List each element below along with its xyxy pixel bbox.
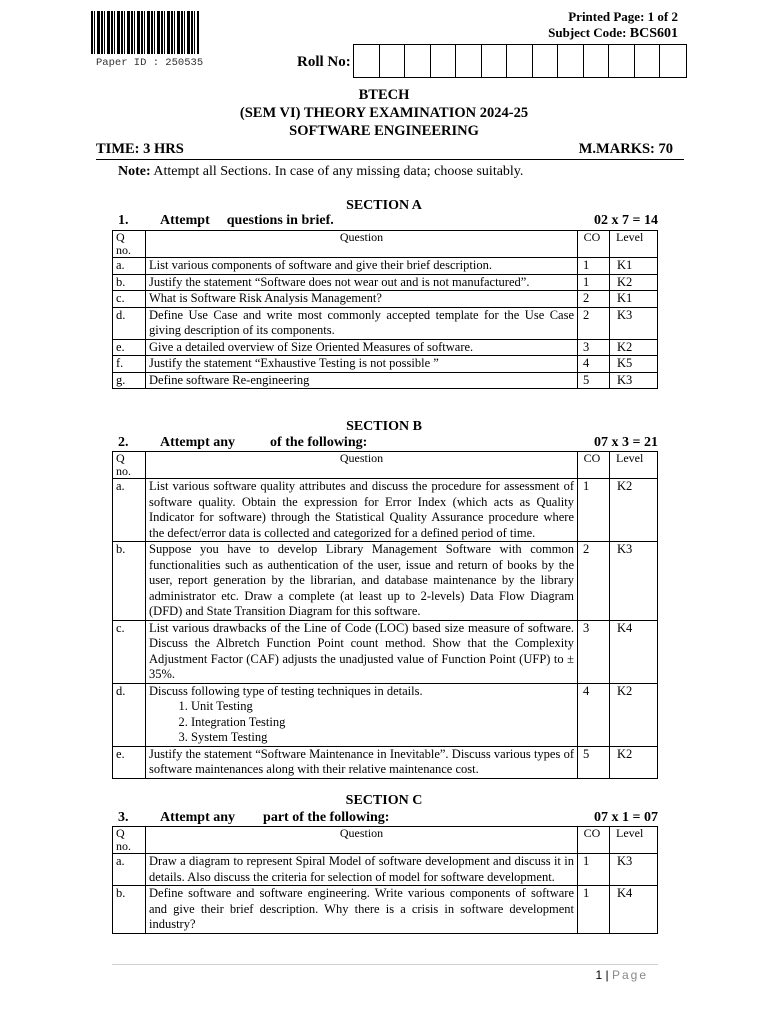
question-body: List various drawbacks of the Line of Code (LOC) based size measure of software. Discuss the Albretch Function Point count method. Show that the Complexity Adjustment Factor (CAF) adjusts the unadjusted value of Function Point (UFP) to ± 35%. — [149, 620, 574, 681]
course-outcome: 2 — [578, 542, 610, 621]
section-a-instruction — [118, 213, 334, 229]
question-text — [146, 683, 578, 746]
question-label: e. — [113, 339, 146, 356]
header-qno: Q no. — [113, 827, 146, 854]
subject-code — [548, 25, 678, 42]
table-row — [113, 886, 658, 934]
roll-no-box — [456, 45, 482, 77]
course-outcome: 1 — [578, 258, 610, 275]
bloom-level: K4 — [610, 620, 658, 683]
question-label: b. — [113, 542, 146, 621]
sub-item: 1. Unit Testing — [191, 699, 574, 715]
subject-name: SOFTWARE ENGINEERING — [289, 123, 479, 139]
question-body: Draw a diagram to represent Spiral Model of software development and discuss it in details. Also discuss the criteria for selection of model for software development. — [149, 854, 574, 884]
table-row — [113, 339, 658, 356]
question-label: a. — [113, 854, 146, 886]
section-c-instruction — [118, 810, 389, 826]
roll-no-box — [660, 45, 686, 77]
bloom-level: K2 — [610, 683, 658, 746]
section-c-table — [112, 826, 658, 934]
roll-no-box — [354, 45, 380, 77]
sub-item: 3. System Testing — [191, 730, 574, 746]
section-a-score: 02 x 7 = 14 — [594, 213, 658, 228]
question-number: 1. — [118, 213, 129, 228]
question-body: Define software Re-engineering — [149, 372, 310, 387]
roll-no-box — [482, 45, 508, 77]
roll-no-box — [609, 45, 635, 77]
question-text — [146, 854, 578, 886]
section-b-score: 07 x 3 = 21 — [594, 435, 658, 450]
bloom-level: K3 — [610, 542, 658, 621]
question-text — [146, 307, 578, 339]
table-row — [113, 258, 658, 275]
roll-no-box — [584, 45, 610, 77]
table-header-row — [113, 231, 658, 258]
header-question: Question — [146, 827, 578, 854]
roll-no-boxes — [353, 44, 687, 78]
bloom-level: K1 — [610, 291, 658, 308]
table-row — [113, 274, 658, 291]
subject-code-label: Subject Code: — [548, 25, 630, 40]
bloom-level: K2 — [610, 746, 658, 778]
course-outcome: 2 — [578, 291, 610, 308]
question-label: a. — [113, 258, 146, 275]
section-b-instruction — [118, 435, 367, 451]
question-body: Justify the statement “Exhaustive Testing is not possible ” — [149, 356, 439, 370]
question-label: g. — [113, 372, 146, 389]
section-a-table — [112, 230, 658, 389]
question-label: a. — [113, 479, 146, 542]
bloom-level: K3 — [610, 372, 658, 389]
printed-page: Printed Page: 1 of 2 — [568, 9, 678, 24]
roll-no-box — [405, 45, 431, 77]
section-c-score: 07 x 1 = 07 — [594, 810, 658, 825]
exam-title: (SEM VI) THEORY EXAMINATION 2024-25 — [239, 105, 529, 121]
bloom-level: K4 — [610, 886, 658, 934]
question-body: Discuss following type of testing techniques in details. — [149, 683, 423, 698]
table-header-row — [113, 452, 658, 479]
course-outcome: 1 — [578, 479, 610, 542]
table-header-row — [113, 827, 658, 854]
instruction-part-b: questions in brief. — [226, 213, 334, 228]
section-b-title: SECTION B — [346, 419, 422, 434]
instruction-part-a: Attempt any — [160, 810, 236, 825]
course-outcome: 3 — [578, 339, 610, 356]
page-word: Page — [611, 968, 648, 982]
question-body: Justify the statement “Software Maintenance in Inevitable”. Discuss various types of software maintenances along with their relative maintenance cost. — [149, 746, 574, 776]
question-label: c. — [113, 291, 146, 308]
exam-time: TIME: 3 HRS — [96, 141, 184, 157]
footer-divider — [112, 964, 658, 965]
barcode-image — [91, 11, 199, 54]
course-outcome: 4 — [578, 356, 610, 373]
instruction-part-a: Attempt — [160, 213, 210, 228]
sub-item-list — [149, 699, 574, 746]
question-label: e. — [113, 746, 146, 778]
header-co: CO — [578, 452, 610, 479]
section-c-title: SECTION C — [345, 793, 423, 808]
max-marks: M.MARKS: 70 — [578, 141, 673, 157]
question-body: List various components of software and give their brief description. — [149, 258, 492, 272]
header-co: CO — [578, 231, 610, 258]
question-text — [146, 886, 578, 934]
note-text: Attempt all Sections. In case of any missing data; choose suitably. — [150, 164, 524, 179]
table-row — [113, 746, 658, 778]
question-label: b. — [113, 274, 146, 291]
header-level: Level — [610, 827, 658, 854]
question-text — [146, 372, 578, 389]
note — [118, 164, 523, 180]
question-label: d. — [113, 307, 146, 339]
question-body: Give a detailed overview of Size Oriented Measures of software. — [149, 339, 474, 354]
question-text — [146, 291, 578, 308]
question-body: What is Software Risk Analysis Management? — [149, 291, 382, 305]
table-row — [113, 372, 658, 389]
paper-id: Paper ID : 250535 — [96, 57, 204, 69]
header-co: CO — [578, 827, 610, 854]
instruction-part-b: part of the following: — [263, 810, 390, 825]
question-text — [146, 339, 578, 356]
table-row — [113, 683, 658, 746]
course-outcome: 4 — [578, 683, 610, 746]
course-outcome: 3 — [578, 620, 610, 683]
course-outcome: 1 — [578, 274, 610, 291]
question-label: b. — [113, 886, 146, 934]
roll-no-label: Roll No: — [297, 54, 351, 70]
question-text — [146, 274, 578, 291]
course-outcome: 5 — [578, 372, 610, 389]
question-body: Define software and software engineering. Write various components of software and give their brief description. Why there is a crisis in software development industry? — [149, 886, 574, 931]
table-row — [113, 356, 658, 373]
question-number: 2. — [118, 435, 129, 450]
note-label: Note: — [118, 164, 151, 179]
header-question: Question — [146, 231, 578, 258]
question-text — [146, 542, 578, 621]
question-text — [146, 258, 578, 275]
header-level: Level — [610, 231, 658, 258]
section-a-title: SECTION A — [346, 198, 422, 213]
roll-no-box — [507, 45, 533, 77]
question-text — [146, 479, 578, 542]
course-outcome: 2 — [578, 307, 610, 339]
roll-no-box — [558, 45, 584, 77]
bloom-level: K3 — [610, 854, 658, 886]
header-qno: Q no. — [113, 231, 146, 258]
subject-code-value: BCS601 — [629, 26, 678, 41]
course-outcome: 1 — [578, 886, 610, 934]
question-label: c. — [113, 620, 146, 683]
page-number: 1 — [595, 968, 603, 982]
bloom-level: K5 — [610, 356, 658, 373]
bloom-level: K2 — [610, 274, 658, 291]
table-row — [113, 479, 658, 542]
bloom-level: K2 — [610, 339, 658, 356]
bloom-level: K3 — [610, 307, 658, 339]
question-label: d. — [113, 683, 146, 746]
table-row — [113, 291, 658, 308]
table-row — [113, 542, 658, 621]
header-level: Level — [610, 452, 658, 479]
question-body: List various software quality attributes and discuss the procedure for assessment of software quality. Obtain the expression for Error Index (which acts as Quality Indicator for software) through the Statistical Quality Assurance procedure where the defect/error data is collected and categorized for a defined period of time. — [149, 479, 574, 540]
section-b-table — [112, 451, 658, 779]
bloom-level: K1 — [610, 258, 658, 275]
question-number: 3. — [118, 810, 129, 825]
course-outcome: 5 — [578, 746, 610, 778]
roll-no-box — [431, 45, 457, 77]
table-row — [113, 620, 658, 683]
question-text — [146, 746, 578, 778]
table-row — [113, 854, 658, 886]
question-body: Define Use Case and write most commonly accepted template for the Use Case giving description of its components. — [149, 307, 574, 337]
bloom-level: K2 — [610, 479, 658, 542]
program-name: BTECH — [358, 87, 410, 103]
sub-item: 2. Integration Testing — [191, 715, 574, 731]
instruction-part-b: of the following: — [270, 435, 368, 450]
divider — [96, 159, 684, 160]
question-body: Suppose you have to develop Library Management Software with common functionalities such as authentication of the user, issue and return of books by the user, report generation by the librarian, and database maintenance by the library administrator etc. Draw a complete (at least up to 2-levels) Data Flow Diagram (DFD) and State Transition Diagram for this software. — [149, 542, 574, 618]
question-label: f. — [113, 356, 146, 373]
question-text — [146, 620, 578, 683]
course-outcome: 1 — [578, 854, 610, 886]
question-body: Justify the statement “Software does not wear out and is not manufactured”. — [149, 274, 530, 289]
table-row — [113, 307, 658, 339]
roll-no-box — [380, 45, 406, 77]
header-qno: Q no. — [113, 452, 146, 479]
page-separator: | — [602, 968, 612, 982]
roll-no-box — [635, 45, 661, 77]
roll-no-box — [533, 45, 559, 77]
page-footer — [595, 968, 648, 982]
header-question: Question — [146, 452, 578, 479]
question-text — [146, 356, 578, 373]
instruction-part-a: Attempt any — [160, 435, 236, 450]
